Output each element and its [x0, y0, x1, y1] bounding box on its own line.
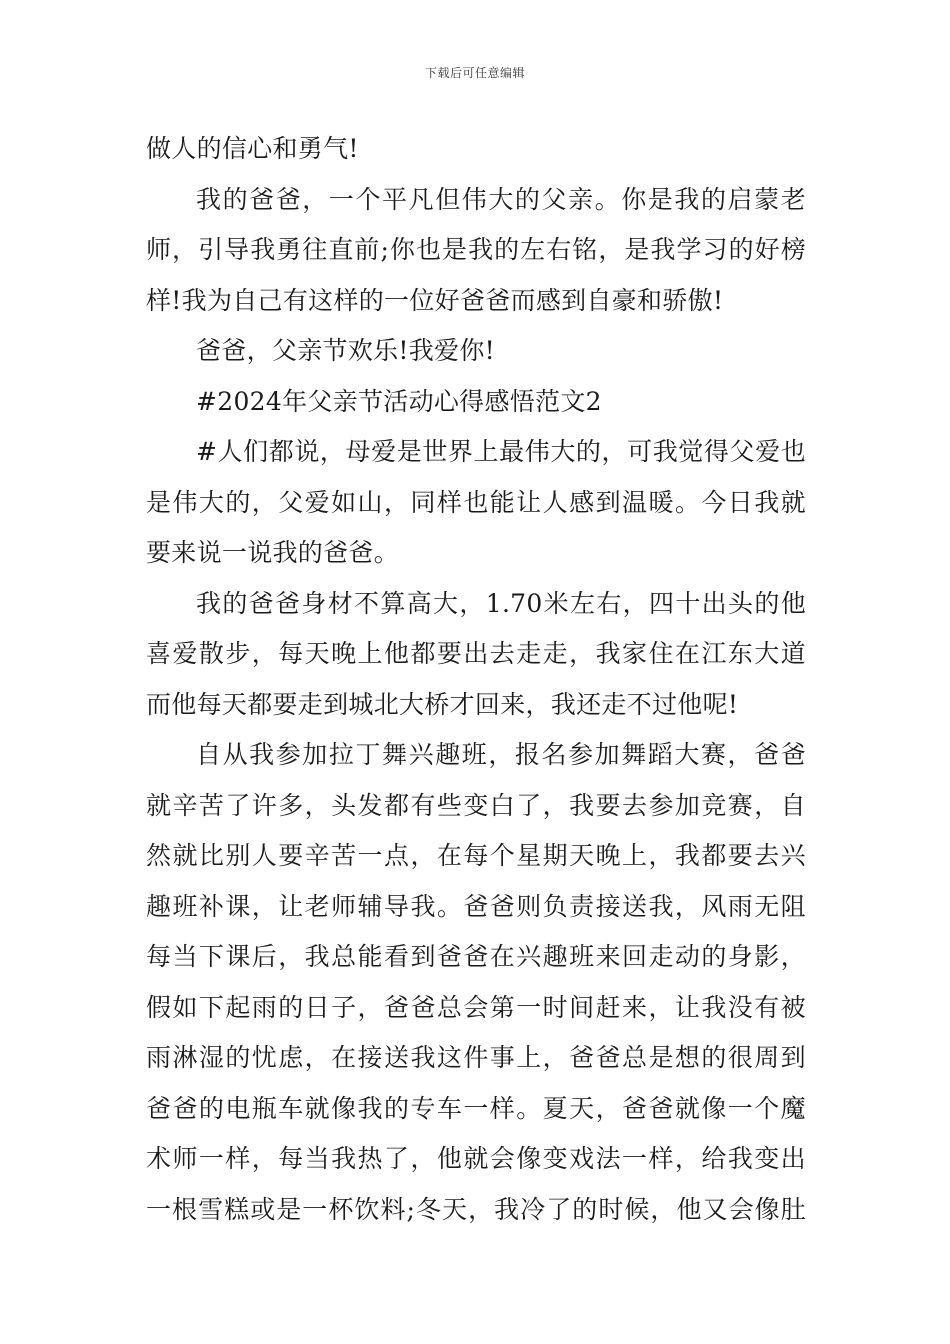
text-line: 一根雪糕或是一杯饮料;冬天，我冷了的时候，他又会像肚 [146, 1194, 806, 1224]
text-line: #2024年父亲节活动心得感悟范文2 [196, 386, 602, 416]
text-line: 假如下起雨的日子，爸爸总会第一时间赶来，让我没有被 [146, 992, 806, 1022]
text-line: 师，引导我勇往直前;你也是我的左右铭，是我学习的好榜 [146, 235, 806, 264]
text-line: 爸爸的电瓶车就像我的专车一样。夏天，爸爸就像一个魔 [146, 1093, 806, 1123]
text-line: 然就比别人要辛苦一点，在每个星期天晚上，我都要去兴 [146, 841, 806, 870]
document-body [146, 124, 806, 1235]
page-header: 下载后可任意编辑 [424, 66, 525, 80]
text-line: 做人的信心和勇气! [146, 134, 359, 163]
text-line: #人们都说，母爱是世界上最伟大的，可我觉得父爱也 [196, 437, 806, 466]
text-line: 而他每天都要走到城北大桥才回来，我还走不过他呢! [146, 689, 739, 719]
text-line: 要来说一说我的爸爸。 [146, 538, 400, 567]
text-line: 我的爸爸，一个平凡但伟大的父亲。你是我的启蒙老 [196, 184, 806, 214]
text-line: 是伟大的，父爱如山，同样也能让人感到温暖。今日我就 [146, 487, 806, 517]
text-line: 我的爸爸身材不算高大，1.70米左右，四十出头的他 [196, 588, 806, 618]
text-line: 每当下课后，我总能看到爸爸在兴趣班来回走动的身影， [146, 942, 806, 971]
text-line: 就辛苦了许多，头发都有些变白了，我要去参加竞赛，自 [146, 790, 806, 820]
text-line: 喜爱散步，每天晚上他都要出去走走，我家住在江东大道 [146, 639, 806, 668]
text-line: 趣班补课，让老师辅导我。爸爸则负责接送我，风雨无阻 [146, 891, 806, 921]
text-line: 雨淋湿的忧虑，在接送我这件事上，爸爸总是想的很周到 [146, 1043, 806, 1072]
text-line: 爸爸，父亲节欢乐!我爱你! [196, 336, 495, 365]
text-line: 自从我参加拉丁舞兴趣班，报名参加舞蹈大赛，爸爸 [196, 740, 806, 769]
text-line: 术师一样，每当我热了，他就会像变戏法一样，给我变出 [146, 1144, 806, 1173]
text-line: 样!我为自己有这样的一位好爸爸而感到自豪和骄傲! [146, 285, 724, 315]
